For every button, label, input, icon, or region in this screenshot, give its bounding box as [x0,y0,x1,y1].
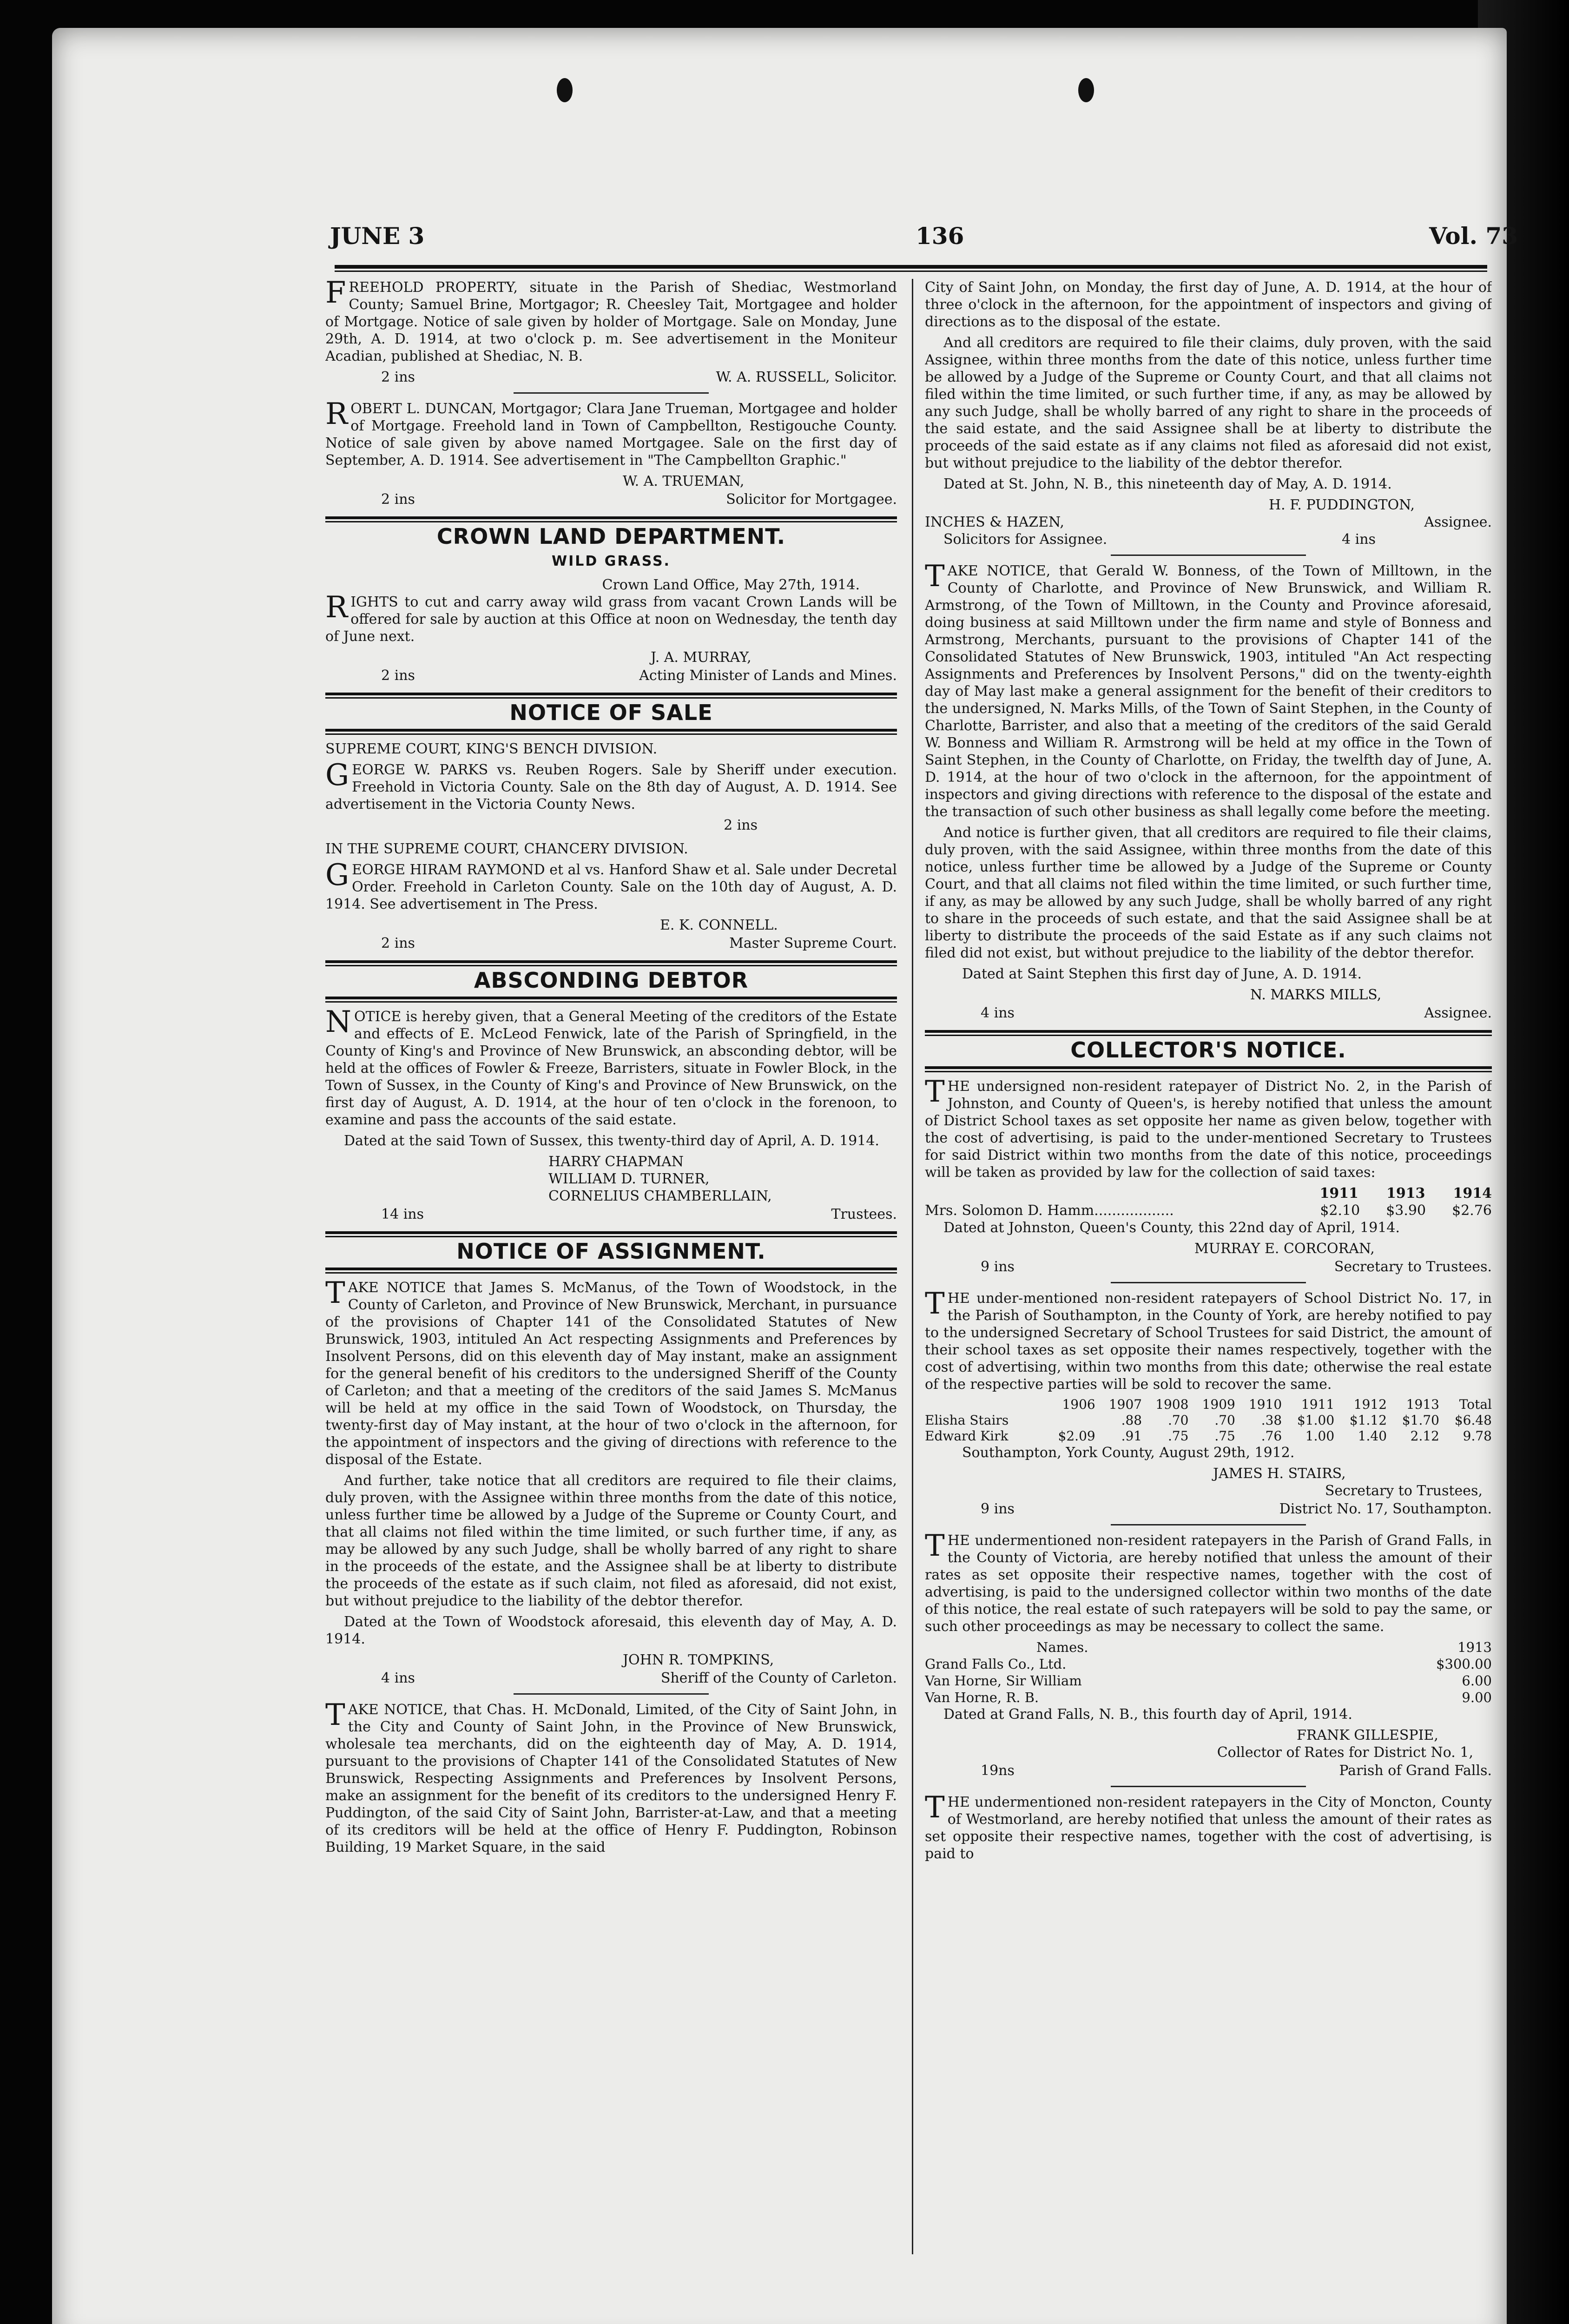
section-heading-notice-of-sale: NOTICE OF SALE [509,700,713,725]
amount: 6.00 [1462,1673,1492,1689]
col-header: 1907 [1108,1397,1142,1412]
ratepayer-name: Grand Falls Co., Ltd. [925,1656,1067,1672]
cell: 2.12 [1410,1428,1439,1444]
signer: FRANK GILLESPIE, [1297,1727,1438,1743]
section-rule [325,693,897,699]
cell: .70 [1214,1413,1235,1428]
cell: .70 [1167,1413,1189,1428]
punch-hole-left [557,78,573,102]
signer-role: Acting Minister of Lands and Mines. [639,667,897,684]
section-rule [325,960,897,966]
insertion-count: 4 ins [381,1670,415,1686]
tax-table [925,1397,1492,1444]
insertion-count: 9 ins [981,1259,1015,1275]
col-header: Total [1459,1397,1492,1412]
cell: $1.12 [1349,1413,1387,1428]
insertion-count: 4 ins [981,1005,1015,1021]
notice-of-sale [325,740,897,952]
table-row [925,1672,1492,1689]
trustee-3: CORNELIUS CHAMBERLLAIN, [548,1188,772,1204]
ratepayer-row [925,1202,1492,1219]
signer: MURRAY E. CORCORAN, [1194,1241,1375,1257]
subheading-wild-grass: WILD GRASS. [552,553,671,569]
year-col: 1913 [1457,1639,1492,1655]
notice-further: And notice is further given, that all creditors are required to file their claims, duly proven, with the said Assignee, within three months from the date of this notice, unless further time be allowed by a Judge of the Supreme or County Court, and that all claims not filed within the time limited, or such further time, if any, as may be allowed by any such Judge, shall be wholly barred of any right to share in the proceeds of such estate, and that the said Assignee shall be at liberty to distribute the proceeds of the said Estate as if any such claims not filed did not exist, but without prejudice to the liability of the debtor therefor. [925,825,1492,961]
notice-body: THE undersigned non-resident ratepayer of District No. 2, in the Parish of Johnston, and County of Queen's, is hereby notified that unless the amount of District School taxes as set opposite her name as given below, together with the cost of advertising, is paid to the under-mentioned Secretary to Trustees for said District within two months from the date of this notice, proceedings will be taken as provided by law for the collection of said taxes: [925,1075,1492,1181]
ratepayer-name: Mrs. Solomon D. Hamm [925,1202,1094,1219]
signer: W. A. TRUEMAN, [623,473,745,489]
amount: $3.90 [1386,1202,1426,1219]
cell: $1.00 [1297,1413,1335,1428]
volume-number: Vol. 73 [1429,222,1518,250]
cell: $1.70 [1402,1413,1439,1428]
tax-year-header [925,1185,1492,1202]
amount: $300.00 [1436,1656,1492,1672]
notice-body: THE undermentioned non-resident ratepayers in the Parish of Grand Falls, in the County of Victoria, are hereby notified that unless the amount of their rates as set opposite their respective names, together with the cost of advertising, is paid to the undersigned collector within two months of the date of this notice, the real estate of such ratepayers will be sold to pay the same, or such other proceedings as may be necessary to collect the same. [925,1529,1492,1635]
header-rule [335,265,1487,272]
signer-role: Secretary to Trustees, [1325,1483,1483,1499]
amount: 9.00 [1462,1690,1492,1705]
signer: JOHN R. TOMPKINS, [623,1652,774,1668]
section-heading-notice-of-assignment: NOTICE OF ASSIGNMENT. [456,1239,766,1264]
signer-role: Assignee. [1424,514,1492,530]
ratepayer-table [925,1639,1492,1706]
collector-notice-moncton [925,1790,1492,1862]
collector-notice-southampton [925,1287,1492,1518]
section-heading-collectors-notice: COLLECTOR'S NOTICE. [1070,1037,1346,1063]
amount: $2.76 [1452,1202,1492,1219]
signer-role: Assignee. [1424,1005,1492,1021]
solicitor-firm: INCHES & HAZEN, [925,514,1064,530]
table-row [925,1428,1492,1444]
section-rule [325,997,897,1003]
insertion-count: 2 ins [381,935,415,951]
signer: E. K. CONNELL. [660,917,778,933]
year-col: 1913 [1386,1185,1425,1202]
insertion-count: 9 ins [981,1501,1015,1517]
col-header: 1910 [1248,1397,1282,1412]
section-rule [925,1030,1492,1036]
section-rule [325,1231,897,1237]
dated-line: Dated at the said Town of Sussex, this twenty-third day of April, A. D. 1914. [344,1133,879,1149]
year-col: 1911 [1319,1185,1358,1202]
section-rule [325,1268,897,1274]
notice-body: RIGHTS to cut and carry away wild grass from vacant Crown Lands will be offered for sale by auction at this Office at noon on Wednesday, the tenth day of June next. [325,590,897,645]
leader-dots: .................. [1094,1202,1174,1219]
section-heading-absconding-debtor: ABSCONDING DEBTOR [474,968,749,993]
firm-role: Solicitors for Assignee. [943,531,1108,548]
mcdonald-notice [325,1698,897,1856]
notice-body: TAKE NOTICE that James S. McManus, of the Town of Woodstock, in the County of Carleton, and Province of New Brunswick, Merchant, in pursuance of the provisions of Chapter 141 of the Consolidated Statutes of New Brunswick, 1903, intituled An Act respecting Assignments and Preferences by Insolvent Persons, did on this eleventh day of May instant, make an assignment for the general benefit of his creditors to the undersigned Sheriff of the County of Carleton; and that a meeting of the creditors of the said James S. McManus will be held at my office in the said Town of Woodstock, on Thursday, the twenty-first day of May instant, at the hour of two o'clock in the afternoon, for the appointment of inspectors and the giving of directions with reference to the disposal of the Estate. [325,1276,897,1468]
notice-body: THE under-mentioned non-resident ratepayers of School District No. 17, in the Parish of Southampton, in the County of York, are hereby notified to pay to the undersigned Secretary of School Trustees for said District, the amount of their school taxes as set opposite their names respectively, together with the cost of advertising, within two months from this date; otherwise the real estate of the respective parties will be sold to recover the same. [925,1287,1492,1393]
notice-body: ROBERT L. DUNCAN, Mortgagor; Clara Jane Trueman, Mortgagee and holder of Mortgage. Freehold land in Town of Campbellton, Restigouche County. Notice of sale given by above named Mortgagee. Sale on the first day of September, A. D. 1914. See advertisement in "The Campbellton Graphic." [325,397,897,469]
insertion-count: 14 ins [381,1206,424,1222]
signer: H. F. PUDDINGTON, [1269,497,1415,513]
left-column [325,279,897,2259]
notice-body: NOTICE is hereby given, that a General Meeting of the creditors of the Estate and effects of E. McLeod Fenwick, late of the Parish of Springfield, in the County of King's and Province of New Brunswick, an absconding debtor, will be held at the offices of Fowler & Freeze, Barristers, situate in Fowler Block, in the Town of Sussex, in the County of King's and Province of New Brunswick, on the first day of August, A. D. 1914, at the hour of ten o'clock in the forenoon, to examine and pass the accounts of the said estate. [325,1005,897,1128]
cell: $2.09 [1058,1428,1095,1444]
collector-notice-johnston [925,1075,1492,1275]
freehold-notice [325,279,897,386]
ratepayer-name: Elisha Stairs [925,1413,1009,1428]
mcdonald-notice-continued [925,279,1492,548]
ratepayer-name: Edward Kirk [925,1428,1009,1444]
notice-body: THE undermentioned non-resident ratepayers in the City of Moncton, County of Westmorland, are hereby notified that unless the amount of their rates as set opposite their respective names, together with the cost of advertising, is paid to [925,1790,1492,1862]
cell: 1.40 [1358,1428,1387,1444]
notice-further: And further, take notice that all creditors are required to file their claims, duly proven, with the Assignee within three months from the date of this notice, unless further time be allowed by a Judge of the Supreme or County Court, and that all claims not filed within the time limited, or such further time, if any, as may be allowed by any such Judge, shall be wholly barred of any right to share in the proceeds of the estate, and the Assignee shall be at liberty to distribute the proceeds of the estate as if such claim, not filed as aforesaid, did not exist, but without prejudice to the liability of the debtor therefor. [325,1472,897,1609]
insertion-count: 2 ins [381,491,415,508]
page-number: 136 [916,222,964,250]
insertion-count: 2 ins [381,369,415,385]
running-head [330,222,1518,255]
ratepayer-name: Van Horne, Sir William [925,1673,1082,1689]
section-rule [325,516,897,522]
dated-line: Dated at Johnston, Queen's County, this 22nd day of April, 1914. [943,1220,1400,1236]
dated-line: Dated at St. John, N. B., this nineteenth day of May, A. D. 1914. [943,476,1392,492]
cell: .38 [1261,1413,1282,1428]
notice-body: City of Saint John, on Monday, the first day of June, A. D. 1914, at the hour of three o'clock in the afternoon, for the appointment of inspectors and giving of directions as to the disposal of the estate. [925,279,1492,330]
dated-line: Dated at the Town of Woodstock aforesaid, this eleventh day of May, A. D. 1914. [325,1614,897,1647]
divider [1111,1786,1306,1787]
insertion-count: 19ns [981,1763,1015,1779]
signer: JAMES H. STAIRS, [1213,1466,1346,1482]
insertion-count: 2 ins [381,667,415,684]
crown-land-notice [325,576,897,684]
cell: 9.78 [1463,1428,1492,1444]
notice-body: GEORGE HIRAM RAYMOND et al vs. Hanford Shaw et al. Sale under Decretal Order. Freehold in Carleton County. Sale on the 10th day of August, A. D. 1914. See advertisement in The Press. [325,858,897,912]
cell: $6.48 [1454,1413,1492,1428]
amount: $2.10 [1320,1202,1360,1219]
assignment-notice [325,1276,897,1687]
trustee-1: HARRY CHAPMAN [548,1154,684,1170]
signer-role: Master Supreme Court. [729,935,897,951]
insertion-count: 2 ins [724,817,758,833]
col-header: 1908 [1155,1397,1189,1412]
insertion-count: 4 ins [1342,531,1376,548]
bonness-notice [925,559,1492,1022]
dated-line: Dated at Saint Stephen this first day of June, A. D. 1914. [962,966,1362,982]
divider [1111,555,1306,556]
trustee-2: WILLIAM D. TURNER, [548,1171,710,1187]
signer-role: Sheriff of the County of Carleton. [660,1670,897,1686]
notice-body: GEORGE W. PARKS vs. Reuben Rogers. Sale by Sheriff under execution. Freehold in Victoria County. Sale on the 8th day of August, A. D. 1914. See advertisement in the Victoria County News. [325,758,897,812]
dateline: Crown Land Office, May 27th, 1914. [602,577,860,593]
col-header: 1913 [1406,1397,1439,1412]
duncan-notice [325,397,897,508]
cell: .75 [1167,1428,1189,1444]
signer-role: Collector of Rates for District No. 1, [1217,1744,1473,1761]
notice-body: FREEHOLD PROPERTY, situate in the Parish of Shediac, Westmorland County; Samuel Brine, Mortgagor; R. Cheesley Tait, Mortgagee and holder of Mortgage. Notice of sale given by holder of Mortgage. Sale on Monday, June 29th, A. D. 1914, at two o'clock p. m. See advertisement in the Moniteur Acadian, published at Shediac, N. B. [325,279,897,364]
col-header: 1906 [1062,1397,1095,1412]
cell: 1.00 [1305,1428,1335,1444]
notice-further: And all creditors are required to file their claims, duly proven, with the said Assignee, within three months from the date of this notice, unless further time be allowed by a Judge of the Supreme or County Court, and that all claims not filed within the time limited, or such further time, if any, as may be allowed by any such Judge, shall be wholly barred of any right to share in the proceeds of the said estate, and the said Assignee shall be at liberty to distribute the proceeds of the said estate as if any claims not filed as aforesaid did not exist, but without prejudice to the liability of the debtor therefor. [925,335,1492,471]
tax-table-header [925,1397,1492,1413]
right-column [925,279,1492,2259]
signer-role: Solicitor for Mortgagee. [726,491,897,508]
table-row [925,1689,1492,1706]
notice-body: TAKE NOTICE, that Gerald W. Bonness, of the Town of Milltown, in the County of Charlotte, and Province of New Brunswick, and William R. Armstrong, of the Town of Milltown, in the County and Province aforesaid, doing business at said Milltown under the firm name and style of Bonness and Armstrong, Merchants, pursuant to the provisions of Chapter 141 of the Consolidated Statutes of New Brunswick, 1903, intituled "An Act respecting Assignments and Preferences by Insolvent Persons," did on the twenty-eighth day of May last make a general assignment for the benefit of their creditors to the undersigned, N. Marks Mills, of the Town of Saint Stephen, in the County of Charlotte, Barrister, and also that a meeting of the creditors of the said Gerald W. Bonness and William R. Armstrong will be held at my office in the Town of Saint Stephen, in the County of Charlotte, on Friday, the twelfth day of June, A. D. 1914, at the hour of two o'clock in the afternoon, for the appointment of inspectors and giving directions with reference to the disposal of the estate and the transaction of such other business as shall legally come before the meeting. [925,559,1492,820]
divider [514,1693,709,1695]
punch-hole-right [1078,78,1094,102]
year-col: 1914 [1453,1185,1492,1202]
dated-line: Dated at Grand Falls, N. B., this fourth day of April, 1914. [943,1706,1352,1723]
absconding-debtor-notice [325,1005,897,1223]
issue-date: JUNE 3 [330,222,425,250]
cell: .88 [1121,1413,1142,1428]
table-row [925,1656,1492,1672]
section-rule [325,729,897,735]
signer: W. A. RUSSELL, Solicitor. [716,369,897,385]
divider [1111,1282,1306,1283]
divider [1111,1524,1306,1525]
ratepayer-name: Van Horne, R. B. [925,1690,1039,1705]
signer: N. MARKS MILLS, [1250,987,1382,1003]
signer-parish: Parish of Grand Falls. [1339,1763,1492,1779]
col-header: 1911 [1301,1397,1335,1412]
collector-notice-grand-falls [925,1529,1492,1779]
names-label: Names. [1036,1639,1088,1655]
section-rule [925,1066,1492,1072]
court-name: IN THE SUPREME COURT, CHANCERY DIVISION. [325,841,688,857]
table-row [925,1413,1492,1428]
signer-role: Trustees. [831,1206,897,1222]
section-heading-crown-land: CROWN LAND DEPARTMENT. [436,524,786,549]
signer-district: District No. 17, Southampton. [1279,1501,1492,1517]
notice-body: TAKE NOTICE, that Chas. H. McDonald, Limited, of the City of Saint John, in the City and County of Saint John, in the Province of New Brunswick, wholesale tea merchants, did on the eighteenth day of May, A. D. 1914, pursuant to the provisions of Chapter 141 of the Consolidated Statutes of New Brunswick, Respecting Assignments and Preferences by Insolvent Persons, make an assignment for the benefit of its creditors to the undersigned Henry F. Puddington, of the said City of Saint John, Barrister-at-Law, and that a meeting of its creditors will be held at the office of Henry F. Puddington, Robinson Building, 19 Market Square, in the said [325,1698,897,1855]
col-header: 1909 [1202,1397,1235,1412]
cell: .76 [1261,1428,1282,1444]
court-name: SUPREME COURT, KING'S BENCH DIVISION. [325,741,658,757]
signer: J. A. MURRAY, [651,649,752,666]
divider [514,392,709,394]
place-line: Southampton, York County, August 29th, 1912. [962,1445,1295,1461]
column-rule [912,279,913,2254]
cell: .75 [1214,1428,1235,1444]
signer-role: Secretary to Trustees. [1334,1259,1492,1275]
cell: .91 [1121,1428,1142,1444]
col-header: 1912 [1353,1397,1387,1412]
